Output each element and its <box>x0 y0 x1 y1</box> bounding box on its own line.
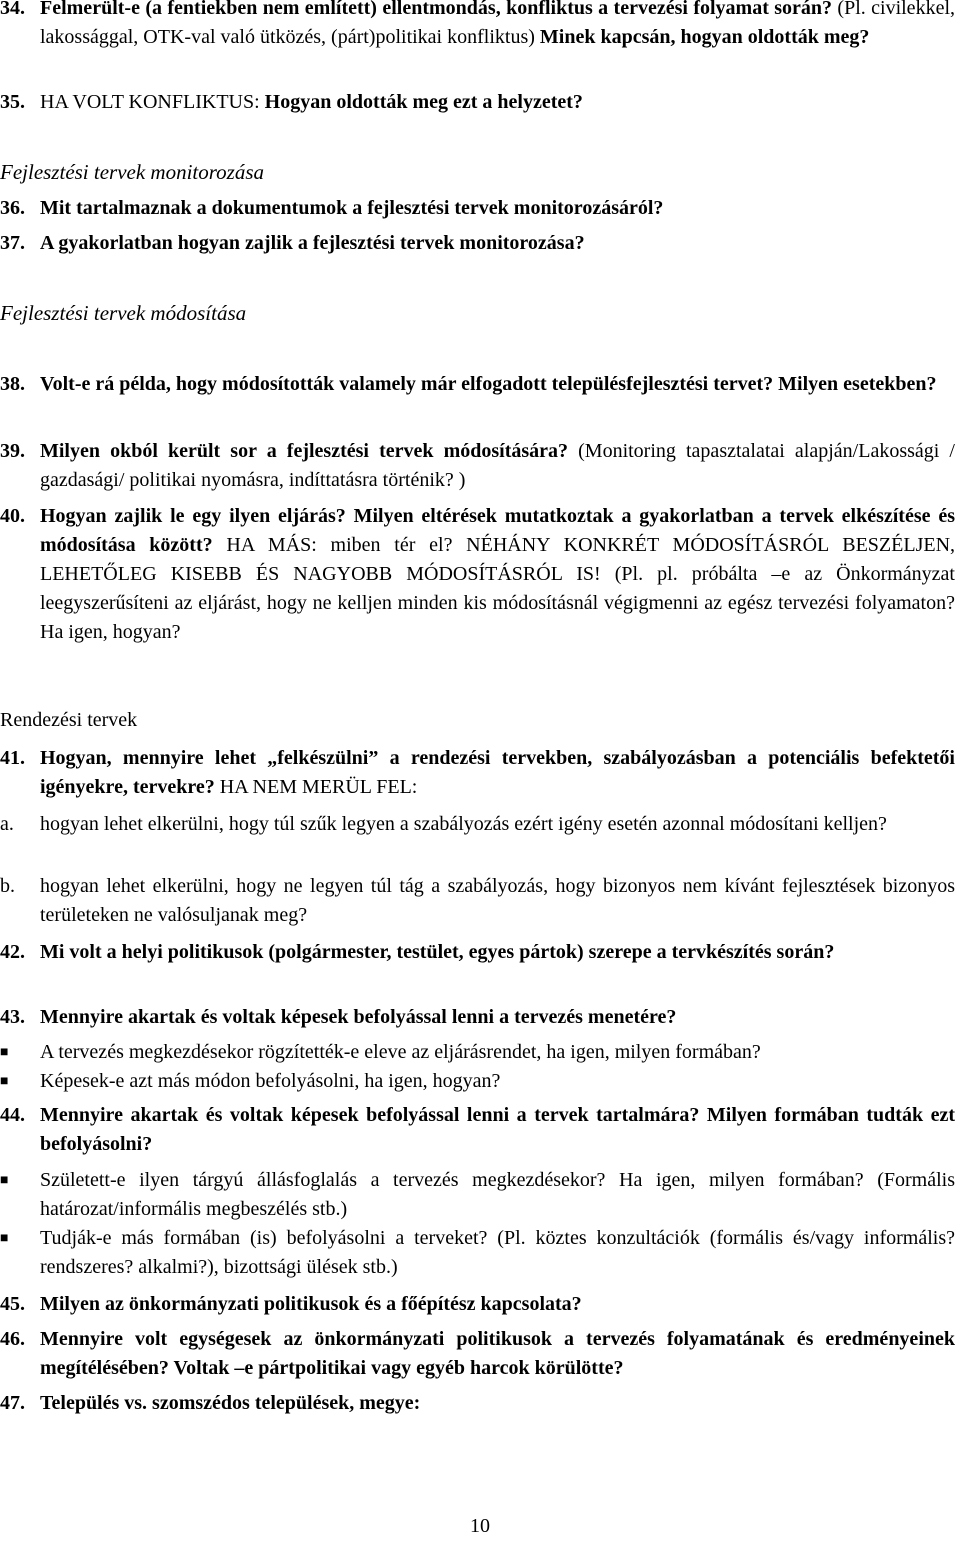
sub-item-a <box>0 810 955 839</box>
question-bold-text: Hogyan oldották meg ezt a helyzetet? <box>264 91 583 113</box>
bullet-text: A tervezés megkezdésekor rögzítették-e eleve az eljárásrendet, ha igen, milyen formában? <box>40 1041 761 1063</box>
question-text <box>40 88 955 117</box>
page-number: 10 <box>470 1515 490 1537</box>
question-bold-text: Volt-e rá példa, hogy módosították valamely már elfogadott településfejlesztési tervet? Milyen esetekben? <box>40 373 937 395</box>
sub-item-text: hogyan lehet elkerülni, hogy túl szűk legyen a szabályozás ezért igény esetén azonnal módosítani kelljen? <box>40 813 887 835</box>
question-bold-text: Mit tartalmaznak a dokumentumok a fejlesztési tervek monitorozásáról? <box>40 197 664 219</box>
sub-item-label: b. <box>0 875 15 897</box>
question-42 <box>0 938 955 967</box>
question-45 <box>0 1290 955 1319</box>
question-text <box>40 437 955 495</box>
bullet-item <box>0 1166 955 1224</box>
question-bold-text-2: Minek kapcsán, hogyan oldották meg? <box>539 26 870 48</box>
question-text <box>40 0 955 52</box>
question-number: 46. <box>0 1328 25 1350</box>
question-number: 39. <box>0 440 25 462</box>
question-43 <box>0 1003 955 1032</box>
question-text <box>40 744 955 802</box>
question-47 <box>0 1389 955 1418</box>
bullet-text: Tudják-e más formában (is) befolyásolni a terveket? (Pl. köztes konzultációk (formális és/vagy informális? rendszeres? alkalmi?), bizottsági ülések stb.) <box>40 1227 955 1278</box>
question-number: 35. <box>0 91 25 113</box>
question-number: 36. <box>0 197 25 219</box>
question-bold-text: Mi volt a helyi politikusok (polgármester, testület, egyes pártok) szerepe a tervkészítés során? <box>40 941 835 963</box>
sub-item-text: hogyan lehet elkerülni, hogy ne legyen túl tág a szabályozás, hogy bizonyos nem kívánt fejlesztések bizonyos területeken ne valósuljanak meg? <box>40 875 955 926</box>
question-number: 38. <box>0 373 25 395</box>
question-number: 44. <box>0 1104 25 1126</box>
question-36 <box>0 194 955 223</box>
question-bold-text: Felmerült-e (a fentiekben nem említett) ellentmondás, konfliktus a tervezési folyamat során? <box>40 0 833 19</box>
bullet-item <box>0 1224 955 1282</box>
question-bold-text: Mennyire akartak és voltak képesek befolyással lenni a tervek tartalmára? Milyen formában tudták ezt befolyásolni? <box>40 1104 955 1155</box>
question-bold-text: Mennyire akartak és voltak képesek befolyással lenni a tervezés menetére? <box>40 1006 677 1028</box>
sub-item-label: a. <box>0 813 14 835</box>
question-bold-text: Milyen okból került sor a fejlesztési tervek módosítására? <box>40 440 569 462</box>
square-bullet-icon: ■ <box>0 1231 9 1246</box>
bullet-text: Képesek-e azt más módon befolyásolni, ha igen, hogyan? <box>40 1070 501 1092</box>
question-46 <box>0 1325 955 1383</box>
square-bullet-icon: ■ <box>0 1074 9 1089</box>
question-41-main <box>0 744 955 802</box>
square-bullet-icon: ■ <box>0 1045 9 1060</box>
question-39 <box>0 437 955 495</box>
question-plain-text: (Pl. civilekkel, lakossággal, OTK-val való ütközés, (párt)politikai konfliktus) <box>40 0 955 48</box>
bullet-item <box>0 1067 955 1096</box>
question-bold-text: A gyakorlatban hogyan zajlik a fejlesztési tervek monitorozása? <box>40 232 585 254</box>
question-plain-text: HA MÁS: miben tér el? NÉHÁNY KONKRÉT MÓDOSÍTÁSRÓL BESZÉLJEN, LEHETŐLEG KISEBB ÉS NAGYOBB MÓDOSÍTÁSRÓL IS! (Pl. pl. próbálta –e az Önkormányzat leegyszerűsíteni az eljárást, hogy ne kelljen minden kis módosításnál végigmenni az egész tervezési folyamaton? Ha igen, hogyan? <box>40 534 956 643</box>
question-number: 45. <box>0 1293 25 1315</box>
question-bold-text: Hogyan zajlik le egy ilyen eljárás? Milyen eltérések mutatkoztak a gyakorlatban a tervek elkészítése és módosítása között? <box>40 505 955 556</box>
square-bullet-icon: ■ <box>0 1173 9 1188</box>
question-38 <box>0 370 955 399</box>
question-number: 40. <box>0 505 25 527</box>
question-34 <box>0 0 955 52</box>
question-plain-text: (Monitoring tapasztalatai alapján/Lakossági / gazdasági/ politikai nyomásra, indíttatásra történik? ) <box>40 440 955 491</box>
question-40 <box>0 502 955 647</box>
question-41 <box>0 744 955 802</box>
question-text <box>40 502 955 647</box>
section-heading-zoning: Rendezési tervek <box>0 709 138 731</box>
sub-item-b <box>0 872 955 930</box>
question-number: 37. <box>0 232 25 254</box>
question-number: 34. <box>0 0 25 19</box>
question-35 <box>0 88 955 117</box>
question-bold-text: Mennyire volt egységesek az önkormányzati politikusok a tervezés folyamatának és eredményeinek megítélésében? Voltak –e pártpolitikai vagy egyéb harcok körülötte? <box>40 1328 955 1379</box>
question-number: 41. <box>0 747 25 769</box>
question-plain-text: HA VOLT KONFLIKTUS: <box>40 91 265 113</box>
section-heading-modification: Fejlesztési tervek módosítása <box>0 301 247 325</box>
question-44 <box>0 1101 955 1159</box>
bullet-text: Született-e ilyen tárgyú állásfoglalás a tervezés megkezdésekor? Ha igen, milyen formában? (Formális határozat/informális megbeszélés stb.) <box>40 1169 955 1220</box>
question-bold-text: Település vs. szomszédos települések, megye: <box>40 1392 421 1414</box>
section-heading-monitoring: Fejlesztési tervek monitorozása <box>0 160 265 184</box>
question-37 <box>0 229 955 258</box>
question-plain-text: HA NEM MERÜL FEL: <box>214 776 418 798</box>
question-number: 47. <box>0 1392 25 1414</box>
question-bold-text: Hogyan, mennyire lehet „felkészülni” a rendezési tervekben, szabályozásban a potenciális befektetői igényekre, tervekre? <box>40 747 955 798</box>
question-number: 43. <box>0 1006 25 1028</box>
bullet-item <box>0 1038 955 1067</box>
question-number: 42. <box>0 941 25 963</box>
question-bold-text: Milyen az önkormányzati politikusok és a főépítész kapcsolata? <box>40 1293 582 1315</box>
